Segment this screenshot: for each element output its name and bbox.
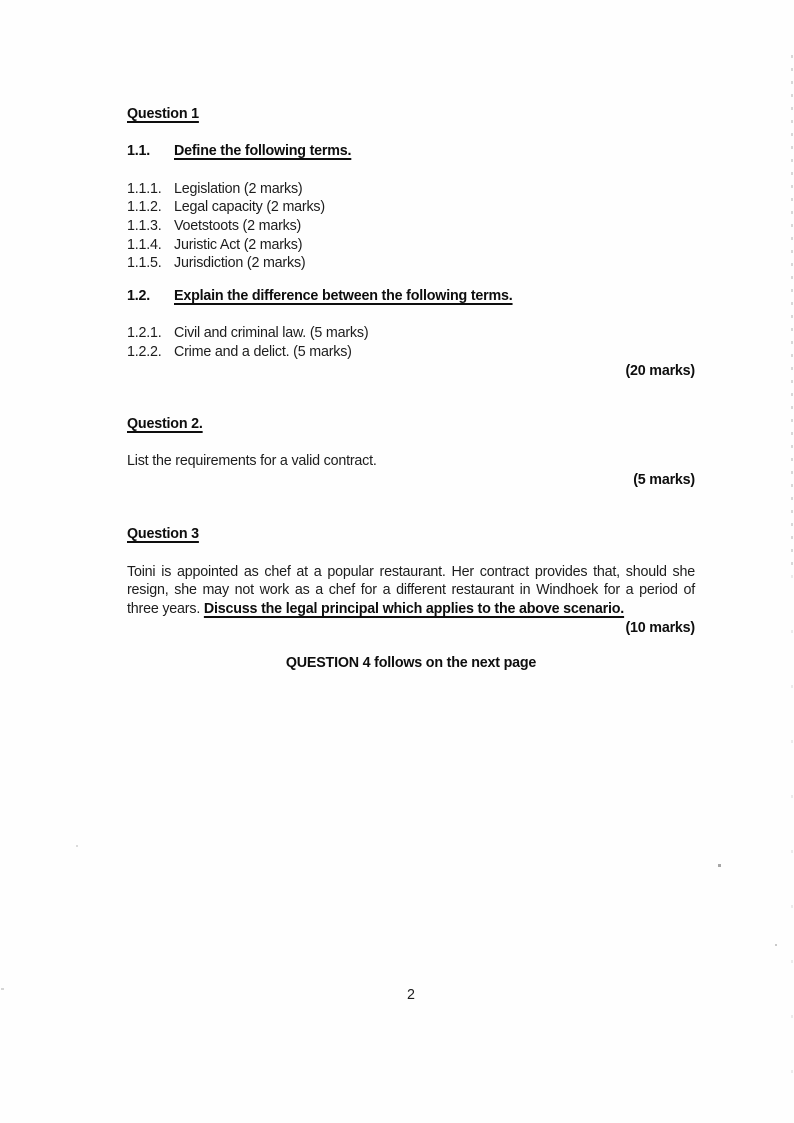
list-item-number: 1.1.5.: [127, 255, 162, 272]
list-item: [127, 254, 695, 273]
section-1-1-heading-row: [127, 142, 695, 161]
question-3-instruction: Discuss the legal principal which applies to the above scenario.: [203, 600, 625, 617]
scan-speck: [718, 864, 721, 867]
list-item-text: Legislation (2 marks): [174, 180, 303, 197]
list-item: [127, 198, 695, 217]
question-3-marks: (10 marks): [625, 619, 695, 636]
difference-terms-list: [127, 324, 695, 361]
question-1-heading: Question 1: [127, 106, 199, 122]
scan-speck: [775, 944, 777, 946]
section-1-2-title: Explain the difference between the following terms.: [174, 288, 513, 305]
question-2-marks: (5 marks): [633, 471, 695, 488]
list-item-number: 1.1.2.: [127, 199, 162, 216]
list-item: [127, 324, 695, 343]
page-content: [127, 105, 695, 673]
section-1-1-number: 1.1.: [127, 143, 151, 160]
question-2-body: List the requirements for a valid contract.: [127, 452, 377, 469]
list-item-number: 1.1.4.: [127, 236, 162, 253]
page-number: 2: [407, 987, 415, 1003]
list-item-text: Legal capacity (2 marks): [174, 199, 325, 216]
list-item-number: 1.2.1.: [127, 325, 162, 342]
scan-edge-artifact: [791, 575, 793, 1123]
scan-edge-artifact: [791, 55, 793, 575]
question-1-marks: (20 marks): [625, 362, 695, 379]
scan-speck: [1, 988, 4, 990]
list-item: [127, 217, 695, 236]
list-item-number: 1.1.1.: [127, 180, 162, 197]
list-item: [127, 236, 695, 255]
question-3-body: Toini is appointed as chef at a popular restaurant. Her contract provides that, should she resign, she may not work as a chef for a different restaurant in Windhoek for a period of three years.: [127, 563, 695, 617]
list-item: [127, 180, 695, 199]
next-page-note: QUESTION 4 follows on the next page: [285, 655, 537, 672]
section-1-1-title: Define the following terms.: [174, 143, 352, 160]
list-item-number: 1.1.3.: [127, 218, 162, 234]
list-item-number: 1.2.2.: [127, 344, 162, 361]
list-item: [127, 343, 695, 362]
list-item-text: Juristic Act (2 marks): [174, 236, 303, 253]
question-3-heading: Question 3: [127, 526, 199, 543]
list-item-text: Jurisdiction (2 marks): [174, 255, 306, 272]
definition-terms-list: [127, 180, 695, 274]
list-item-text: Crime and a delict. (5 marks): [174, 344, 352, 361]
scan-speck: [76, 845, 78, 847]
section-1-2-number: 1.2.: [127, 288, 151, 305]
section-1-2-heading-row: [127, 287, 695, 306]
question-3-paragraph: [127, 563, 695, 619]
list-item-text: Voetstoots (2 marks): [174, 218, 302, 234]
list-item-text: Civil and criminal law. (5 marks): [174, 325, 369, 342]
question-2-heading: Question 2.: [127, 415, 203, 432]
